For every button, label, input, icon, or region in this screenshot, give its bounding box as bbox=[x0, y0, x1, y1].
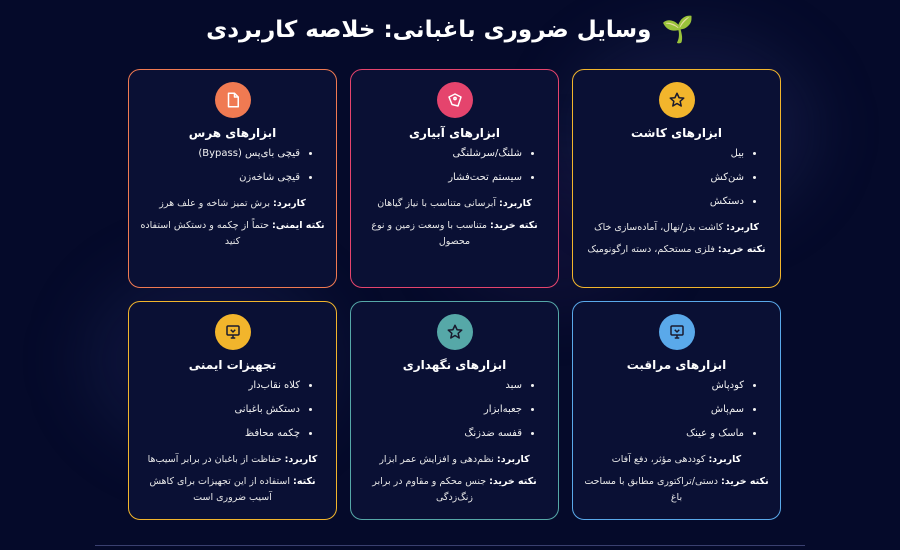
note-text: حتماً از چکمه و دستکش استفاده کنید bbox=[140, 220, 273, 247]
note-text: حفاظت از باغبان در برابر آسیب‌ها bbox=[147, 454, 285, 465]
list-item: • کلاه نقاب‌دار bbox=[139, 380, 300, 392]
note-label: کاربرد: bbox=[726, 222, 759, 233]
page-header bbox=[0, 10, 900, 50]
note-text: نظم‌دهی و افزایش عمر ابزار bbox=[379, 454, 497, 465]
cards-grid bbox=[127, 69, 781, 520]
list-item: • چکمه محافظ bbox=[139, 428, 300, 440]
card-note bbox=[583, 474, 770, 506]
note-label: کاربرد: bbox=[273, 198, 306, 209]
note-text: جنس محکم و مقاوم در برابر زنگ‌زدگی bbox=[372, 476, 490, 503]
star-icon bbox=[446, 323, 464, 341]
list-item: • قفسه ضدزنگ bbox=[361, 428, 522, 440]
card-note bbox=[139, 452, 326, 468]
card-icon-circle bbox=[437, 82, 473, 118]
page-title: وسایل ضروری باغبانی: خلاصه کاربردی bbox=[206, 17, 652, 43]
note-label: نکته خرید: bbox=[721, 476, 769, 487]
note-label: نکته خرید: bbox=[490, 220, 538, 231]
note-text: کاشت بذر/نهال، آماده‌سازی خاک bbox=[594, 222, 727, 233]
bottom-divider bbox=[95, 545, 805, 546]
list-item: • شلنگ/سرشلنگی bbox=[361, 148, 522, 160]
list-item: • دستکش bbox=[583, 196, 744, 208]
screen-icon bbox=[668, 323, 686, 341]
list-item: • جعبه‌ابزار bbox=[361, 404, 522, 416]
star-icon bbox=[668, 91, 686, 109]
tag-icon bbox=[446, 91, 464, 109]
card-title: ابزارهای نگهداری bbox=[402, 358, 507, 372]
note-text: دستی/تراکتوری مطابق با مساحت باغ bbox=[584, 476, 721, 503]
card-icon-circle bbox=[659, 314, 695, 350]
card-care-tools bbox=[572, 301, 781, 520]
card-item-list bbox=[139, 380, 326, 440]
card-icon-circle bbox=[437, 314, 473, 350]
card-irrigation-tools bbox=[350, 69, 559, 288]
sprout-icon: 🌱 bbox=[661, 15, 694, 45]
note-text: برش تمیز شاخه و علف هرز bbox=[159, 198, 274, 209]
card-title: تجهیزات ایمنی bbox=[188, 358, 277, 372]
card-note bbox=[361, 474, 548, 506]
card-note bbox=[139, 474, 326, 506]
card-icon-circle bbox=[215, 82, 251, 118]
note-text: آبرسانی متناسب با نیاز گیاهان bbox=[377, 198, 500, 209]
list-item: • بیل bbox=[583, 148, 744, 160]
card-note bbox=[361, 218, 548, 250]
list-item: • قیچی شاخه‌زن bbox=[139, 172, 300, 184]
card-planting-tools bbox=[572, 69, 781, 288]
note-label: کاربرد: bbox=[284, 454, 318, 465]
card-title: ابزارهای کاشت bbox=[630, 126, 723, 140]
note-label: نکته ایمنی: bbox=[272, 220, 325, 231]
list-item: • شن‌کش bbox=[583, 172, 744, 184]
card-note bbox=[139, 218, 326, 250]
card-title: ابزارهای هرس bbox=[188, 126, 277, 140]
list-item: • سبد bbox=[361, 380, 522, 392]
note-text: فلزی مستحکم، دسته ارگونومیک bbox=[587, 244, 718, 255]
list-item: • سیستم تحت‌فشار bbox=[361, 172, 522, 184]
card-item-list bbox=[361, 148, 548, 184]
card-pruning-tools bbox=[128, 69, 337, 288]
document-icon bbox=[224, 91, 242, 109]
note-label: کاربرد: bbox=[496, 454, 530, 465]
card-note bbox=[583, 452, 770, 468]
card-item-list bbox=[583, 148, 770, 208]
card-title: ابزارهای آبیاری bbox=[408, 126, 501, 140]
note-label: نکته: bbox=[293, 476, 316, 487]
note-label: کاربرد: bbox=[499, 198, 532, 209]
card-note bbox=[361, 196, 548, 212]
list-item: • کودپاش bbox=[583, 380, 744, 392]
note-text: متناسب با وسعت زمین و نوع محصول bbox=[371, 220, 491, 247]
screen-icon bbox=[224, 323, 242, 341]
card-icon-circle bbox=[215, 314, 251, 350]
note-label: نکته خرید: bbox=[489, 476, 537, 487]
note-text: کوددهی مؤثر، دفع آفات bbox=[611, 454, 709, 465]
card-item-list bbox=[139, 148, 326, 184]
card-storage-tools bbox=[350, 301, 559, 520]
card-note bbox=[139, 196, 326, 212]
card-item-list bbox=[583, 380, 770, 440]
note-label: کاربرد: bbox=[708, 454, 742, 465]
card-safety-equipment bbox=[128, 301, 337, 520]
note-text: استفاده از این تجهیزات برای کاهش آسیب ضروری است bbox=[149, 476, 294, 503]
list-item: • دستکش باغبانی bbox=[139, 404, 300, 416]
card-note bbox=[583, 242, 770, 258]
card-icon-circle bbox=[659, 82, 695, 118]
list-item: • قیچی بای‌پس (Bypass) bbox=[139, 148, 300, 160]
list-item: • سم‌پاش bbox=[583, 404, 744, 416]
card-note bbox=[583, 220, 770, 236]
card-title: ابزارهای مراقبت bbox=[626, 358, 727, 372]
list-item: • ماسک و عینک bbox=[583, 428, 744, 440]
card-item-list bbox=[361, 380, 548, 440]
note-label: نکته خرید: bbox=[717, 244, 766, 255]
card-note bbox=[361, 452, 548, 468]
